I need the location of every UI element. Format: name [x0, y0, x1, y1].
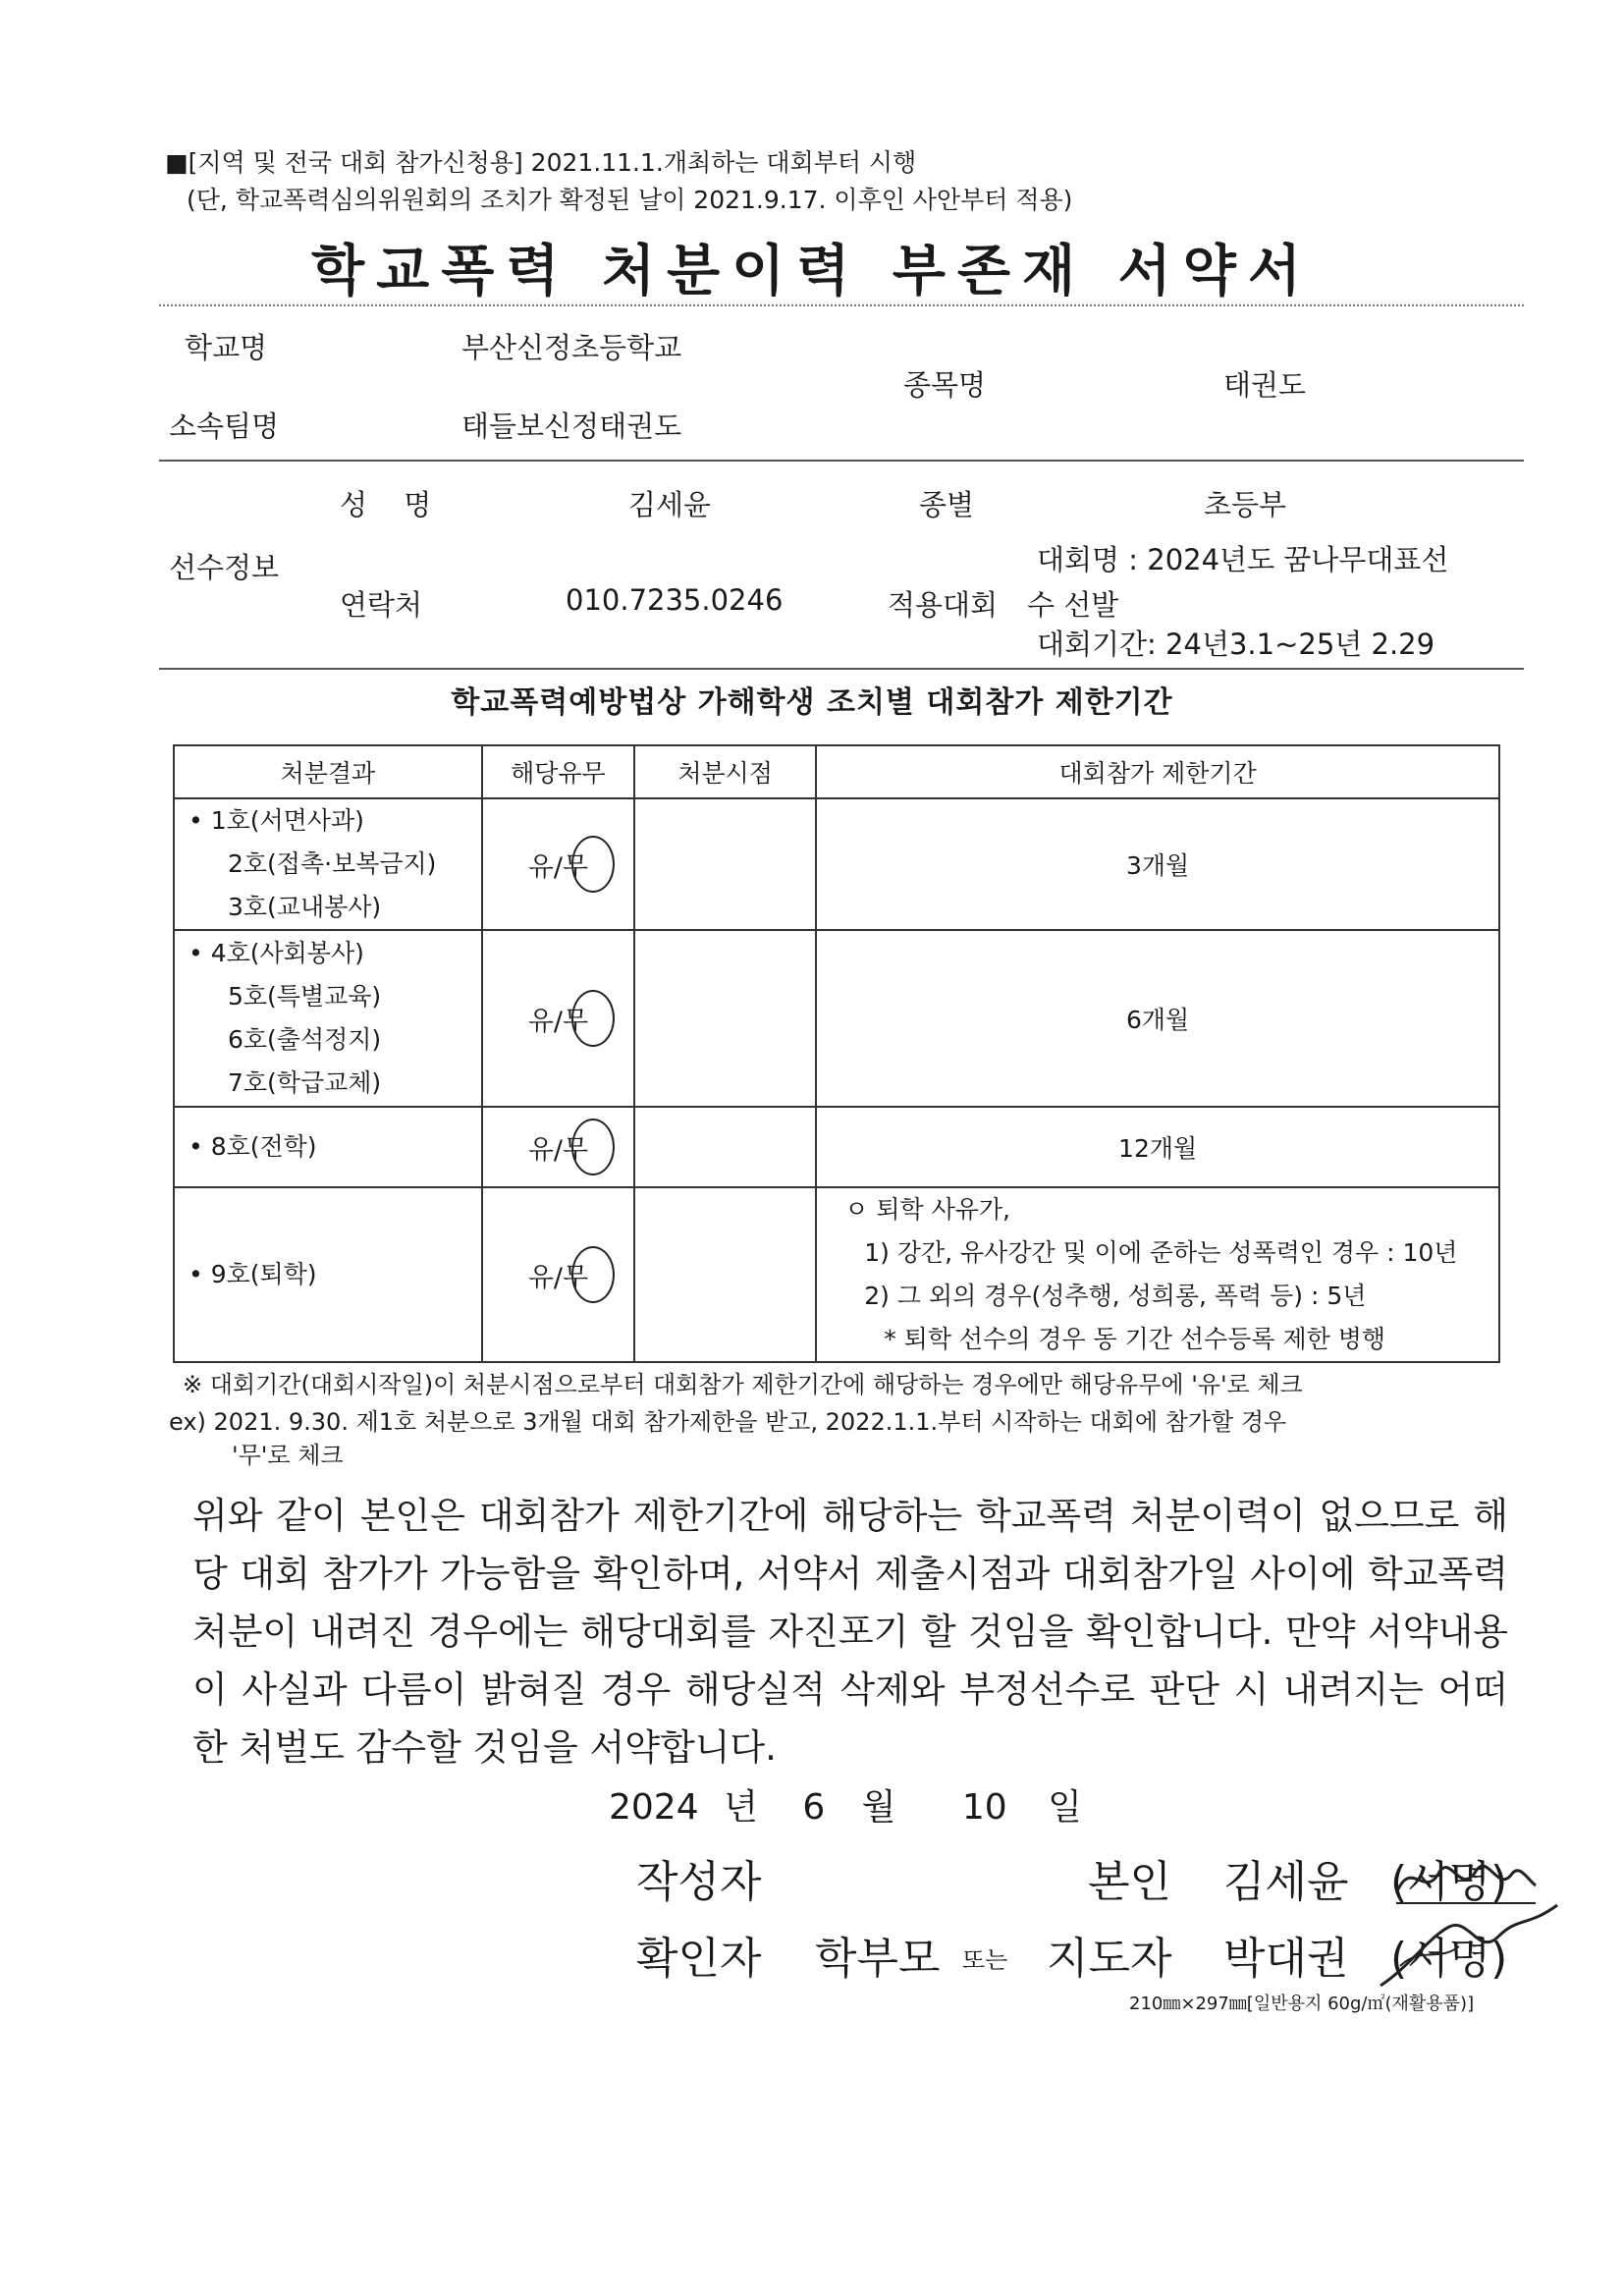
division-label: 종별 — [919, 488, 975, 521]
result-item: 7호(학급교체) — [228, 1068, 382, 1097]
applicable-cell[interactable] — [482, 1187, 634, 1362]
date-line — [609, 1779, 1082, 1830]
school-value: 부산신정초등학교 — [461, 331, 682, 364]
result-item: • 1호(서면사과) — [189, 806, 364, 835]
table-row — [174, 1187, 1499, 1362]
self-sign-mark: (서명) — [1390, 1857, 1508, 1907]
note-line-3: '무'로 체크 — [232, 1442, 344, 1469]
applied-competition-label: 적용대회 — [888, 588, 999, 622]
table-row — [174, 798, 1499, 930]
result-item: 2호(접촉·보복금지) — [228, 849, 437, 878]
competition-name-cont: 수 선발 — [1027, 588, 1119, 622]
table-row — [174, 1107, 1499, 1187]
header-date: 처분시점 — [634, 745, 816, 798]
limit-line: 1) 강간, 유사강간 및 이에 준하는 성폭력인 경우 : 10년 — [864, 1238, 1458, 1267]
circle-mark-icon — [571, 1246, 615, 1303]
yes-no-mark: 유/무 — [527, 1006, 589, 1037]
result-cell — [174, 1187, 482, 1362]
restriction-table — [173, 744, 1500, 1363]
notice-line-2: (단, 학교폭력심의위원회의 조치가 확정된 날이 2021.9.17. 이후인 사안부터 적용) — [187, 186, 1073, 214]
self-name: 김세윤 — [1223, 1857, 1349, 1907]
date-year: 2024 — [609, 1787, 699, 1828]
result-item: 3호(교내봉사) — [228, 893, 382, 921]
date-cell[interactable] — [634, 1187, 816, 1362]
coach-label: 지도자 — [1047, 1934, 1172, 1984]
table-row — [174, 930, 1499, 1107]
date-month: 6 — [802, 1787, 826, 1828]
team-label: 소속팀명 — [169, 410, 280, 443]
limit-cell — [816, 1187, 1499, 1362]
coach-signature-scribble-icon — [1371, 1897, 1567, 1995]
contact-label: 연락처 — [340, 588, 423, 622]
result-item: • 4호(사회봉사) — [189, 939, 364, 967]
note-line-1: ※ 대회기간(대회시작일)이 처분시점으로부터 대회참가 제한기간에 해당하는 경우에만 해당유무에 '유'로 체크 — [183, 1371, 1303, 1398]
limit-cell: 6개월 — [816, 930, 1499, 1107]
limit-cell: 3개월 — [816, 798, 1499, 930]
contact-value: 010.7235.0246 — [566, 583, 784, 617]
name-label: 성 명 — [340, 488, 446, 521]
team-value: 태들보신정태권도 — [461, 410, 682, 443]
date-day: 10 — [961, 1787, 1007, 1828]
date-cell[interactable] — [634, 930, 816, 1107]
yes-no-mark: 유/무 — [527, 1134, 589, 1166]
header-limit: 대회참가 제한기간 — [816, 745, 1499, 798]
result-item: 6호(출석정지) — [228, 1025, 382, 1054]
table-header-row — [174, 745, 1499, 798]
result-item: • 8호(전학) — [189, 1132, 317, 1161]
or-label: 또는 — [962, 1946, 1008, 1974]
limit-cell: 12개월 — [816, 1107, 1499, 1187]
result-item: 5호(특별교육) — [228, 982, 382, 1011]
circle-mark-icon — [571, 836, 615, 893]
school-divider — [159, 460, 1524, 462]
result-cell — [174, 930, 482, 1107]
limit-line: 2) 그 외의 경우(성추행, 성희롱, 폭력 등) : 5년 — [864, 1282, 1367, 1310]
player-section-label: 선수정보 — [169, 551, 280, 584]
date-year-unit: 년 — [724, 1787, 758, 1828]
header-applicable: 해당유무 — [482, 745, 634, 798]
result-cell — [174, 798, 482, 930]
result-item: • 9호(퇴학) — [189, 1260, 317, 1288]
paper-spec: 210㎜×297㎜[일반용지 60g/㎡(재활용품)] — [1129, 1994, 1475, 2014]
coach-sign-mark: (서명) — [1390, 1934, 1508, 1984]
player-divider — [159, 668, 1524, 670]
date-day-unit: 일 — [1048, 1787, 1082, 1828]
circle-mark-icon — [571, 990, 615, 1047]
table-subtitle: 학교폭력예방법상 가해학생 조치별 대회참가 제한기간 — [451, 685, 1173, 720]
document-title: 학교폭력 처분이력 부존재 서약서 — [311, 240, 1313, 303]
sport-value: 태권도 — [1223, 368, 1307, 402]
parent-label: 학부모 — [815, 1934, 941, 1984]
date-cell[interactable] — [634, 1107, 816, 1187]
writer-label: 작성자 — [636, 1857, 762, 1907]
date-cell[interactable] — [634, 798, 816, 930]
date-month-unit: 월 — [861, 1787, 896, 1828]
header-result: 처분결과 — [174, 745, 482, 798]
coach-name: 박대권 — [1223, 1934, 1349, 1984]
division-value: 초등부 — [1204, 488, 1287, 521]
competition-name: 대회명 : 2024년도 꿈나무대표선 — [1037, 543, 1449, 576]
name-value: 김세윤 — [628, 488, 712, 521]
yes-no-mark: 유/무 — [527, 851, 589, 883]
confirmer-label: 확인자 — [636, 1934, 762, 1984]
notice-line-1: ■[지역 및 전국 대회 참가신청용] 2021.11.1.개최하는 대회부터 시행 — [165, 148, 917, 177]
self-label: 본인 — [1088, 1857, 1172, 1907]
title-divider — [159, 304, 1524, 306]
pledge-text: 위와 같이 본인은 대회참가 제한기간에 해당하는 학교폭력 처분이력이 없으므로 해당 대회 참가가 가능함을 확인하며, 서약서 제출시점과 대회참가일 사이에 학교폭력 처분이 내려진 경우에는 해당대회를 자진포기 할 것임을 확인합니다. 만약 서약내용이 사실과 다름이 밝혀질 경우 해당실적 삭제와 부정선수로 판단 시 내려지는 어떠한 처벌도 감수할 것임을 서약합니다. — [192, 1495, 1508, 1769]
competition-period: 대회기간: 24년3.1~25년 2.29 — [1037, 628, 1435, 661]
applicable-cell[interactable] — [482, 798, 634, 930]
applicable-cell[interactable] — [482, 930, 634, 1107]
sport-label: 종목명 — [903, 368, 987, 402]
yes-no-mark: 유/무 — [527, 1262, 589, 1293]
applicable-cell[interactable] — [482, 1107, 634, 1187]
school-label: 학교명 — [185, 331, 268, 364]
limit-line: ㅇ 퇴학 사유가, — [844, 1195, 1010, 1224]
result-cell — [174, 1107, 482, 1187]
note-line-2: ex) 2021. 9.30. 제1호 처분으로 3개월 대회 참가제한을 받고, 2022.1.1.부터 시작하는 대회에 참가할 경우 — [169, 1408, 1287, 1436]
circle-mark-icon — [571, 1119, 615, 1175]
limit-line: * 퇴학 선수의 경우 동 기간 선수등록 제한 병행 — [884, 1325, 1385, 1353]
